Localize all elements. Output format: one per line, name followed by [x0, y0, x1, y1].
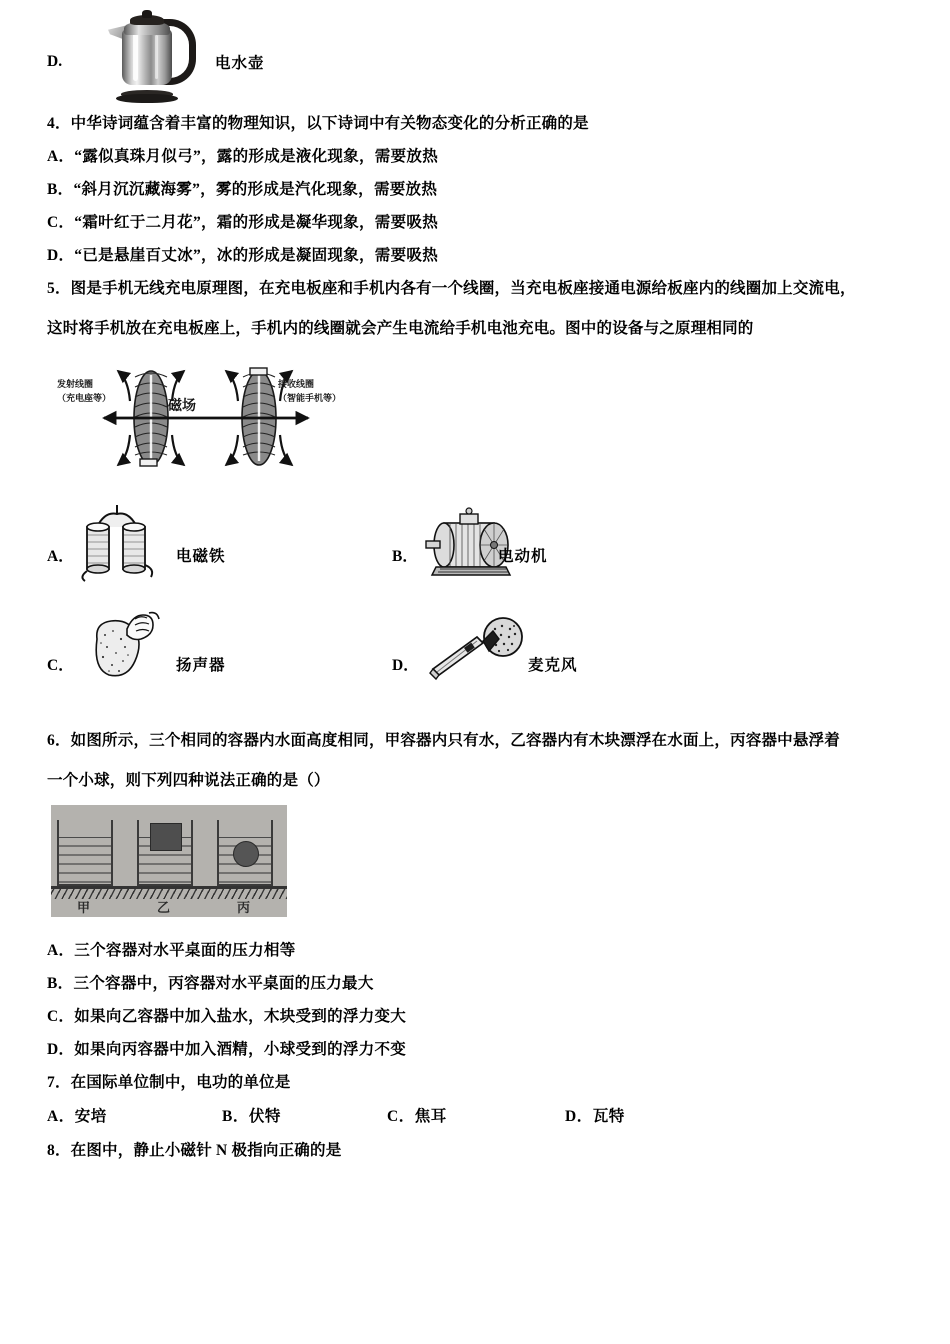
container-jia	[57, 820, 113, 886]
question-7-option-c	[387, 1104, 447, 1126]
transmitter-coil-label-line1: 发射线圈	[57, 380, 94, 391]
question-4-stem: 4．中华诗词蕴含着丰富的物理知识，以下诗词中有关物态变化的分析正确的是	[47, 115, 589, 132]
question-7-options	[47, 1104, 913, 1130]
electric-kettle-photo	[100, 5, 205, 105]
question-6-option-a	[47, 939, 913, 963]
option-letter: A．	[47, 548, 74, 566]
question-6-option-d	[47, 1038, 913, 1062]
question-6-stem-line1: 6．如图所示，三个相同的容器内水面高度相同，甲容器内只有水，乙容器内有木块漂浮在水面上，丙容器中悬浮着	[47, 732, 840, 750]
option-caption: 电磁铁	[176, 548, 226, 566]
question-6-stem-line2: 一个小球，则下列四种说法正确的是（）	[47, 772, 330, 790]
option-letter: A．	[47, 1108, 75, 1126]
option-letter: D．	[392, 657, 419, 675]
question3-option-d	[47, 0, 913, 112]
question-6-option-b	[47, 972, 913, 996]
container-label-bing: 丙	[237, 901, 251, 917]
option-letter: B．	[392, 548, 418, 566]
option-text: “已是悬崖百丈冰”，冰的形成是凝固现象，需要吸热	[74, 247, 438, 265]
option-text: 如果向丙容器中加入酒精，小球受到的浮力不变	[74, 1041, 407, 1059]
option-letter: B．	[222, 1108, 249, 1126]
question-6-option-c	[47, 1005, 913, 1029]
option-letter: C．	[47, 1008, 75, 1026]
option-letter: B．	[47, 975, 74, 993]
wireless-charging-diagram	[56, 355, 356, 481]
option-text: 如果向乙容器中加入盐水，木块受到的浮力变大	[74, 1008, 407, 1026]
question-8-stem: 8．在图中，静止小磁针 N 极指向正确的是	[47, 1142, 342, 1160]
receiver-coil-icon	[242, 368, 276, 465]
option-text: 三个容器对水平桌面的压力相等	[74, 942, 296, 960]
option-text: “霜叶红于二月花”，霜的形成是凝华现象，需要吸热	[74, 214, 438, 232]
option-text: 伏特	[248, 1108, 281, 1126]
receiver-coil-label	[278, 379, 341, 406]
container-bing	[217, 820, 273, 886]
floating-wood-block	[150, 823, 182, 851]
option-letter: C．	[387, 1108, 415, 1126]
kettle-body	[122, 29, 172, 85]
option-text: 安培	[74, 1108, 107, 1126]
question-4-option-d	[47, 244, 913, 268]
suspended-ball	[233, 841, 259, 867]
question-7-option-b	[222, 1104, 281, 1126]
option-caption: 麦克风	[528, 657, 578, 675]
question-4-option-b	[47, 178, 913, 202]
container-label-yi: 乙	[157, 901, 171, 917]
question-7-stem: 7．在国际单位制中，电功的单位是	[47, 1074, 291, 1092]
water-jia	[59, 837, 111, 884]
option-letter: A．	[47, 148, 75, 166]
receiver-coil-label-line1: 接收线圈	[278, 380, 315, 391]
wireless-charging-svg	[56, 355, 356, 481]
option-letter: C．	[47, 214, 75, 232]
transmitter-coil-label	[57, 379, 111, 406]
question-5-options-row-1	[47, 499, 913, 595]
question-5-stem-line2: 这时将手机放在充电板座上，手机内的线圈就会产生电流给手机电池充电。图中的设备与之原理相同的	[47, 320, 754, 338]
loudspeaker-drawing	[83, 609, 163, 689]
question-7-option-a	[47, 1104, 107, 1126]
question-7-option-d	[565, 1104, 625, 1126]
option-text: 瓦特	[592, 1108, 625, 1126]
transmitter-coil-label-line2: （充电座等）	[57, 393, 112, 404]
option-text: “斜月沉沉藏海雾”，雾的形成是汽化现象，需要放热	[73, 181, 438, 199]
question-4-option-c	[47, 211, 913, 235]
option-caption: 电水壶	[215, 55, 265, 72]
option-letter: B．	[47, 181, 74, 199]
kettle-highlight-secondary	[155, 35, 158, 79]
microphone-drawing	[425, 615, 535, 685]
option-caption: 扬声器	[176, 657, 226, 675]
option-caption: 电动机	[498, 548, 548, 566]
option-letter: A．	[47, 942, 75, 960]
container-yi	[137, 820, 193, 886]
question-5-stem-line1: 5．图是手机无线充电原理图，在充电板座和手机内各有一个线圈，当充电板座接通电源给板座内的线圈加上交流电，	[47, 280, 856, 298]
option-letter: D.	[47, 53, 63, 70]
three-containers-diagram	[51, 805, 287, 917]
kettle-base	[116, 94, 178, 103]
option-letter: D．	[47, 247, 75, 265]
question-4-option-a	[47, 145, 913, 169]
question-5-options-row-2	[47, 607, 913, 703]
magnetic-field-label: 磁场	[168, 398, 196, 415]
receiver-coil-label-line2: （智能手机等）	[278, 393, 342, 404]
page-content	[47, 0, 913, 1163]
option-letter: C．	[47, 657, 74, 675]
option-text: 三个容器中，丙容器对水平桌面的压力最大	[73, 975, 374, 993]
container-label-jia: 甲	[77, 901, 91, 917]
container-wall-right	[191, 820, 193, 886]
kettle-highlight	[133, 33, 138, 81]
kettle-knob	[142, 10, 152, 18]
option-text: 焦耳	[414, 1108, 447, 1126]
container-wall-right	[271, 820, 273, 886]
option-letter: D．	[47, 1041, 75, 1059]
electromagnet-drawing	[75, 505, 160, 583]
option-text: “露似真珠月似弓”，露的形成是液化现象，需要放热	[74, 148, 438, 166]
container-wall-right	[111, 820, 113, 886]
option-letter: D．	[565, 1108, 593, 1126]
